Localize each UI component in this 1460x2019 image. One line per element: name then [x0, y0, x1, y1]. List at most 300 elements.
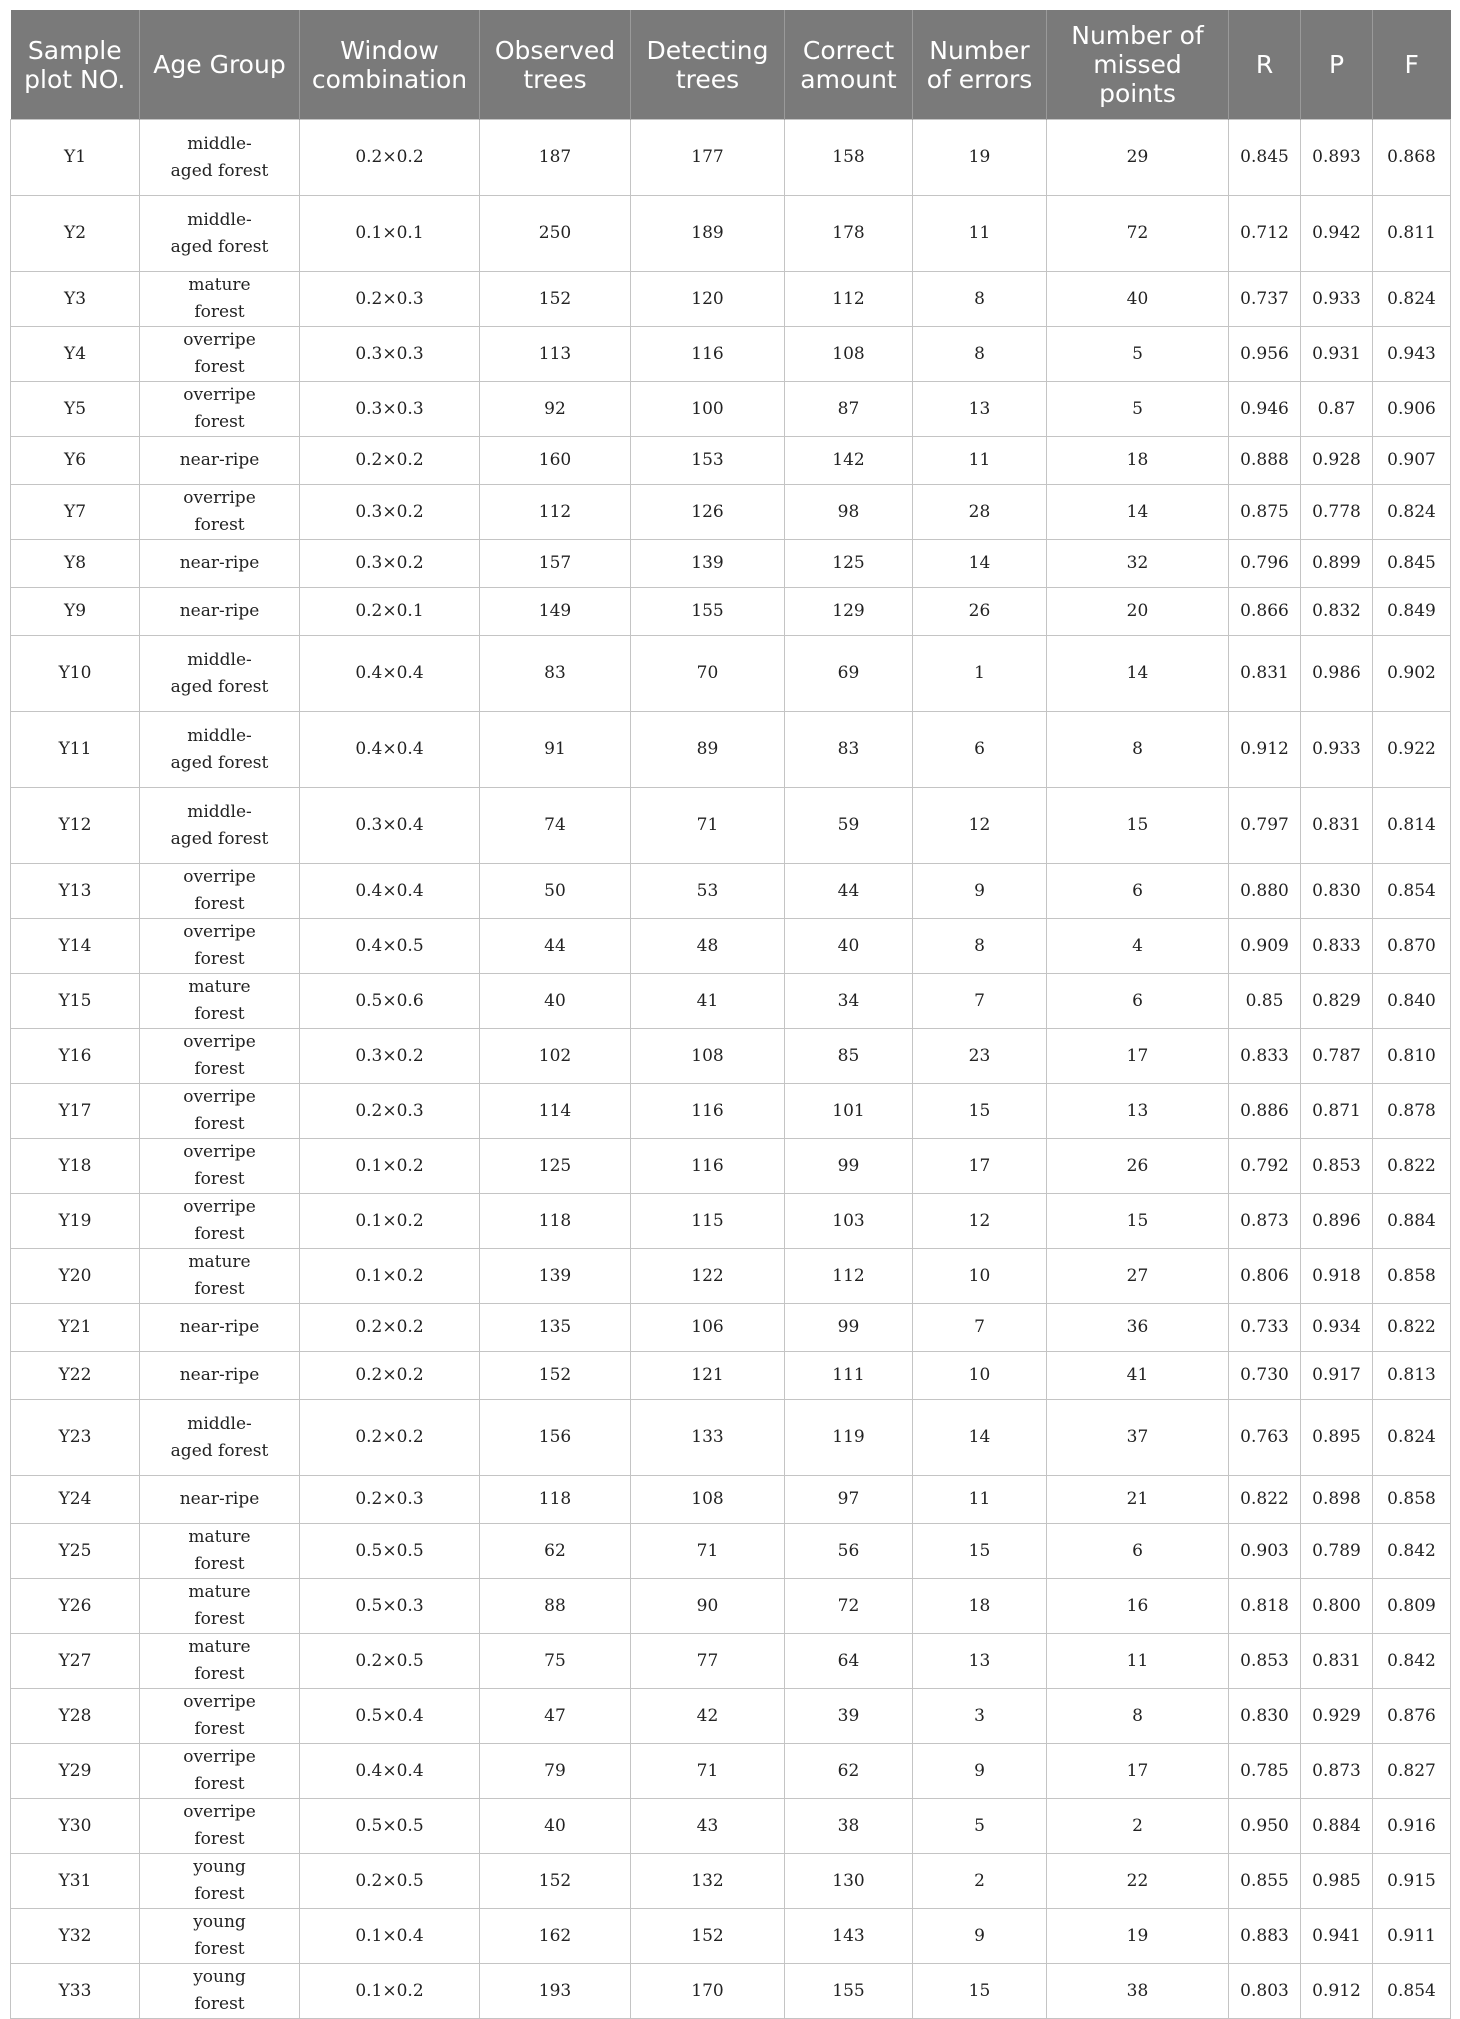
cell-errors: 10	[913, 1352, 1047, 1400]
cell-f: 0.876	[1373, 1689, 1451, 1744]
cell-plot-no: Y9	[11, 588, 140, 636]
cell-errors: 11	[913, 437, 1047, 485]
cell-observed: 47	[480, 1689, 631, 1744]
cell-age-group	[140, 485, 300, 540]
cell-detecting: 116	[631, 1139, 785, 1194]
cell-errors: 8	[913, 272, 1047, 327]
cell-missed: 32	[1047, 540, 1229, 588]
cell-age-group	[140, 1634, 300, 1689]
cell-errors: 11	[913, 1476, 1047, 1524]
cell-age-group	[140, 1084, 300, 1139]
table-row	[11, 327, 1451, 382]
cell-plot-no: Y4	[11, 327, 140, 382]
cell-plot-no: Y7	[11, 485, 140, 540]
cell-errors: 19	[913, 120, 1047, 196]
cell-errors: 17	[913, 1139, 1047, 1194]
cell-p: 0.934	[1301, 1304, 1373, 1352]
cell-window: 0.2×0.2	[300, 1352, 480, 1400]
cell-errors: 13	[913, 1634, 1047, 1689]
cell-correct: 108	[785, 327, 913, 382]
header-number-of-errors: Number of errors	[913, 10, 1047, 120]
age-group-label: middle-aged forest	[170, 209, 269, 257]
header-row	[11, 10, 1451, 120]
cell-observed: 125	[480, 1139, 631, 1194]
table-row	[11, 636, 1451, 712]
header-r: R	[1229, 10, 1301, 120]
cell-observed: 40	[480, 1799, 631, 1854]
cell-errors: 10	[913, 1249, 1047, 1304]
cell-p: 0.912	[1301, 1964, 1373, 2019]
cell-detecting: 106	[631, 1304, 785, 1352]
cell-plot-no: Y26	[11, 1579, 140, 1634]
table-row	[11, 1139, 1451, 1194]
cell-observed: 187	[480, 120, 631, 196]
cell-age-group	[140, 788, 300, 864]
table-row	[11, 1084, 1451, 1139]
cell-plot-no: Y3	[11, 272, 140, 327]
cell-r: 0.763	[1229, 1400, 1301, 1476]
cell-missed: 38	[1047, 1964, 1229, 2019]
cell-f: 0.858	[1373, 1476, 1451, 1524]
cell-p: 0.873	[1301, 1744, 1373, 1799]
cell-observed: 162	[480, 1909, 631, 1964]
cell-window: 0.1×0.2	[300, 1249, 480, 1304]
cell-f: 0.813	[1373, 1352, 1451, 1400]
cell-r: 0.833	[1229, 1029, 1301, 1084]
age-group-label: overripe forest	[183, 1747, 256, 1794]
age-group-label: overripe forest	[183, 1142, 256, 1189]
cell-missed: 6	[1047, 864, 1229, 919]
cell-observed: 139	[480, 1249, 631, 1304]
table-row	[11, 588, 1451, 636]
cell-f: 0.827	[1373, 1744, 1451, 1799]
cell-correct: 62	[785, 1744, 913, 1799]
age-group-label: overripe forest	[183, 1802, 256, 1849]
cell-p: 0.928	[1301, 437, 1373, 485]
cell-missed: 16	[1047, 1579, 1229, 1634]
cell-r: 0.785	[1229, 1744, 1301, 1799]
cell-window: 0.3×0.2	[300, 1029, 480, 1084]
cell-detecting: 48	[631, 919, 785, 974]
cell-plot-no: Y10	[11, 636, 140, 712]
table-row	[11, 1194, 1451, 1249]
cell-r: 0.873	[1229, 1194, 1301, 1249]
table-row	[11, 1909, 1451, 1964]
cell-detecting: 132	[631, 1854, 785, 1909]
age-group-label: near-ripe	[179, 1317, 260, 1337]
age-group-label: near-ripe	[179, 601, 260, 621]
cell-observed: 75	[480, 1634, 631, 1689]
cell-errors: 9	[913, 864, 1047, 919]
age-group-label: middle-aged forest	[170, 801, 269, 849]
cell-r: 0.712	[1229, 196, 1301, 272]
cell-missed: 13	[1047, 1084, 1229, 1139]
cell-r: 0.830	[1229, 1689, 1301, 1744]
cell-detecting: 115	[631, 1194, 785, 1249]
cell-window: 0.2×0.2	[300, 437, 480, 485]
cell-errors: 15	[913, 1084, 1047, 1139]
cell-detecting: 108	[631, 1476, 785, 1524]
cell-age-group	[140, 437, 300, 485]
header-missed-points: Number of missed points	[1047, 10, 1229, 120]
cell-observed: 152	[480, 1352, 631, 1400]
cell-window: 0.1×0.2	[300, 1194, 480, 1249]
cell-f: 0.907	[1373, 437, 1451, 485]
table-row	[11, 1964, 1451, 2019]
cell-missed: 29	[1047, 120, 1229, 196]
cell-plot-no: Y19	[11, 1194, 140, 1249]
cell-detecting: 189	[631, 196, 785, 272]
cell-correct: 178	[785, 196, 913, 272]
cell-plot-no: Y29	[11, 1744, 140, 1799]
cell-r: 0.733	[1229, 1304, 1301, 1352]
cell-age-group	[140, 1249, 300, 1304]
cell-window: 0.4×0.4	[300, 1744, 480, 1799]
cell-detecting: 122	[631, 1249, 785, 1304]
cell-correct: 143	[785, 1909, 913, 1964]
cell-age-group	[140, 919, 300, 974]
cell-detecting: 53	[631, 864, 785, 919]
cell-age-group	[140, 636, 300, 712]
cell-age-group	[140, 1352, 300, 1400]
cell-f: 0.849	[1373, 588, 1451, 636]
cell-errors: 13	[913, 382, 1047, 437]
table-row	[11, 437, 1451, 485]
age-group-label: overripe forest	[183, 867, 256, 914]
cell-plot-no: Y6	[11, 437, 140, 485]
cell-observed: 102	[480, 1029, 631, 1084]
cell-window: 0.3×0.2	[300, 485, 480, 540]
cell-missed: 2	[1047, 1799, 1229, 1854]
cell-r: 0.946	[1229, 382, 1301, 437]
table-row	[11, 974, 1451, 1029]
cell-r: 0.792	[1229, 1139, 1301, 1194]
cell-r: 0.831	[1229, 636, 1301, 712]
cell-correct: 40	[785, 919, 913, 974]
cell-missed: 26	[1047, 1139, 1229, 1194]
cell-missed: 6	[1047, 974, 1229, 1029]
cell-detecting: 116	[631, 327, 785, 382]
cell-detecting: 100	[631, 382, 785, 437]
cell-plot-no: Y1	[11, 120, 140, 196]
cell-correct: 98	[785, 485, 913, 540]
cell-r: 0.903	[1229, 1524, 1301, 1579]
cell-observed: 193	[480, 1964, 631, 2019]
cell-errors: 28	[913, 485, 1047, 540]
header-age-group: Age Group	[140, 10, 300, 120]
cell-correct: 112	[785, 1249, 913, 1304]
cell-detecting: 90	[631, 1579, 785, 1634]
cell-f: 0.810	[1373, 1029, 1451, 1084]
cell-window: 0.3×0.3	[300, 382, 480, 437]
cell-f: 0.811	[1373, 196, 1451, 272]
cell-p: 0.899	[1301, 540, 1373, 588]
table-row	[11, 196, 1451, 272]
cell-window: 0.2×0.2	[300, 1304, 480, 1352]
cell-plot-no: Y30	[11, 1799, 140, 1854]
cell-age-group	[140, 712, 300, 788]
cell-f: 0.842	[1373, 1524, 1451, 1579]
cell-detecting: 89	[631, 712, 785, 788]
cell-plot-no: Y21	[11, 1304, 140, 1352]
cell-p: 0.933	[1301, 272, 1373, 327]
cell-correct: 34	[785, 974, 913, 1029]
cell-missed: 4	[1047, 919, 1229, 974]
age-group-label: near-ripe	[179, 450, 260, 470]
cell-p: 0.789	[1301, 1524, 1373, 1579]
cell-window: 0.1×0.1	[300, 196, 480, 272]
cell-missed: 17	[1047, 1744, 1229, 1799]
cell-missed: 27	[1047, 1249, 1229, 1304]
cell-window: 0.5×0.6	[300, 974, 480, 1029]
cell-plot-no: Y20	[11, 1249, 140, 1304]
cell-correct: 39	[785, 1689, 913, 1744]
cell-detecting: 153	[631, 437, 785, 485]
cell-age-group	[140, 382, 300, 437]
cell-observed: 88	[480, 1579, 631, 1634]
cell-p: 0.831	[1301, 788, 1373, 864]
table-row	[11, 540, 1451, 588]
table-row	[11, 120, 1451, 196]
cell-missed: 40	[1047, 272, 1229, 327]
cell-r: 0.866	[1229, 588, 1301, 636]
cell-p: 0.829	[1301, 974, 1373, 1029]
age-group-label: near-ripe	[179, 1489, 260, 1509]
cell-p: 0.898	[1301, 1476, 1373, 1524]
cell-plot-no: Y13	[11, 864, 140, 919]
cell-window: 0.2×0.1	[300, 588, 480, 636]
cell-errors: 7	[913, 1304, 1047, 1352]
cell-f: 0.922	[1373, 712, 1451, 788]
cell-r: 0.883	[1229, 1909, 1301, 1964]
age-group-label: middle-aged forest	[170, 1413, 269, 1461]
cell-r: 0.875	[1229, 485, 1301, 540]
cell-plot-no: Y5	[11, 382, 140, 437]
cell-age-group	[140, 1400, 300, 1476]
age-group-label: young forest	[193, 1857, 246, 1904]
cell-window: 0.5×0.5	[300, 1524, 480, 1579]
cell-missed: 18	[1047, 437, 1229, 485]
cell-correct: 87	[785, 382, 913, 437]
age-group-label: near-ripe	[179, 553, 260, 573]
cell-p: 0.830	[1301, 864, 1373, 919]
cell-f: 0.915	[1373, 1854, 1451, 1909]
cell-p: 0.787	[1301, 1029, 1373, 1084]
age-group-label: young forest	[193, 1912, 246, 1959]
cell-observed: 156	[480, 1400, 631, 1476]
cell-f: 0.822	[1373, 1139, 1451, 1194]
cell-correct: 97	[785, 1476, 913, 1524]
cell-f: 0.858	[1373, 1249, 1451, 1304]
cell-observed: 118	[480, 1476, 631, 1524]
cell-age-group	[140, 1194, 300, 1249]
cell-correct: 56	[785, 1524, 913, 1579]
table-row	[11, 1799, 1451, 1854]
cell-correct: 142	[785, 437, 913, 485]
cell-observed: 157	[480, 540, 631, 588]
age-group-label: overripe forest	[183, 1197, 256, 1244]
cell-correct: 64	[785, 1634, 913, 1689]
cell-plot-no: Y22	[11, 1352, 140, 1400]
cell-f: 0.824	[1373, 485, 1451, 540]
cell-f: 0.845	[1373, 540, 1451, 588]
cell-errors: 9	[913, 1909, 1047, 1964]
cell-p: 0.871	[1301, 1084, 1373, 1139]
cell-observed: 118	[480, 1194, 631, 1249]
cell-errors: 8	[913, 919, 1047, 974]
cell-correct: 125	[785, 540, 913, 588]
cell-errors: 26	[913, 588, 1047, 636]
results-table	[10, 10, 1451, 2019]
cell-r: 0.886	[1229, 1084, 1301, 1139]
cell-plot-no: Y14	[11, 919, 140, 974]
cell-plot-no: Y18	[11, 1139, 140, 1194]
header-correct-amount: Correct amount	[785, 10, 913, 120]
cell-plot-no: Y2	[11, 196, 140, 272]
cell-r: 0.888	[1229, 437, 1301, 485]
cell-plot-no: Y32	[11, 1909, 140, 1964]
cell-missed: 20	[1047, 588, 1229, 636]
cell-detecting: 116	[631, 1084, 785, 1139]
cell-r: 0.822	[1229, 1476, 1301, 1524]
age-group-label: mature forest	[188, 275, 251, 322]
cell-errors: 11	[913, 196, 1047, 272]
cell-errors: 15	[913, 1524, 1047, 1579]
cell-p: 0.831	[1301, 1634, 1373, 1689]
cell-errors: 14	[913, 540, 1047, 588]
table-row	[11, 919, 1451, 974]
cell-plot-no: Y15	[11, 974, 140, 1029]
cell-correct: 99	[785, 1304, 913, 1352]
cell-f: 0.809	[1373, 1579, 1451, 1634]
cell-window: 0.5×0.3	[300, 1579, 480, 1634]
age-group-label: near-ripe	[179, 1365, 260, 1385]
cell-missed: 6	[1047, 1524, 1229, 1579]
cell-f: 0.916	[1373, 1799, 1451, 1854]
cell-missed: 14	[1047, 636, 1229, 712]
cell-window: 0.4×0.5	[300, 919, 480, 974]
cell-age-group	[140, 327, 300, 382]
cell-r: 0.909	[1229, 919, 1301, 974]
age-group-label: overripe forest	[183, 922, 256, 969]
cell-age-group	[140, 1909, 300, 1964]
cell-correct: 83	[785, 712, 913, 788]
cell-observed: 149	[480, 588, 631, 636]
cell-plot-no: Y24	[11, 1476, 140, 1524]
cell-correct: 129	[785, 588, 913, 636]
cell-p: 0.896	[1301, 1194, 1373, 1249]
cell-correct: 38	[785, 1799, 913, 1854]
cell-window: 0.5×0.4	[300, 1689, 480, 1744]
table-row	[11, 712, 1451, 788]
cell-window: 0.1×0.2	[300, 1964, 480, 2019]
age-group-label: middle-aged forest	[170, 133, 269, 181]
cell-observed: 160	[480, 437, 631, 485]
table-row	[11, 1689, 1451, 1744]
cell-missed: 37	[1047, 1400, 1229, 1476]
cell-detecting: 43	[631, 1799, 785, 1854]
header-sample-plot: Sample plot NO.	[11, 10, 140, 120]
cell-observed: 62	[480, 1524, 631, 1579]
cell-r: 0.85	[1229, 974, 1301, 1029]
cell-plot-no: Y27	[11, 1634, 140, 1689]
cell-observed: 250	[480, 196, 631, 272]
cell-plot-no: Y12	[11, 788, 140, 864]
cell-plot-no: Y28	[11, 1689, 140, 1744]
age-group-label: mature forest	[188, 1252, 251, 1299]
cell-age-group	[140, 1304, 300, 1352]
cell-observed: 114	[480, 1084, 631, 1139]
cell-age-group	[140, 1964, 300, 2019]
cell-window: 0.2×0.3	[300, 272, 480, 327]
table-row	[11, 788, 1451, 864]
cell-age-group	[140, 272, 300, 327]
cell-f: 0.854	[1373, 864, 1451, 919]
cell-errors: 18	[913, 1579, 1047, 1634]
cell-missed: 14	[1047, 485, 1229, 540]
cell-observed: 79	[480, 1744, 631, 1799]
cell-missed: 22	[1047, 1854, 1229, 1909]
cell-detecting: 77	[631, 1634, 785, 1689]
cell-detecting: 71	[631, 1524, 785, 1579]
cell-observed: 44	[480, 919, 631, 974]
cell-p: 0.884	[1301, 1799, 1373, 1854]
cell-detecting: 139	[631, 540, 785, 588]
cell-detecting: 152	[631, 1909, 785, 1964]
cell-detecting: 108	[631, 1029, 785, 1084]
cell-plot-no: Y11	[11, 712, 140, 788]
table-row	[11, 1304, 1451, 1352]
cell-errors: 12	[913, 788, 1047, 864]
cell-window: 0.2×0.5	[300, 1854, 480, 1909]
cell-p: 0.931	[1301, 327, 1373, 382]
cell-correct: 112	[785, 272, 913, 327]
table-row	[11, 1352, 1451, 1400]
cell-plot-no: Y8	[11, 540, 140, 588]
cell-correct: 158	[785, 120, 913, 196]
cell-plot-no: Y31	[11, 1854, 140, 1909]
cell-age-group	[140, 1029, 300, 1084]
cell-observed: 74	[480, 788, 631, 864]
cell-window: 0.1×0.2	[300, 1139, 480, 1194]
cell-r: 0.730	[1229, 1352, 1301, 1400]
header-f: F	[1373, 10, 1451, 120]
cell-f: 0.824	[1373, 1400, 1451, 1476]
cell-observed: 83	[480, 636, 631, 712]
age-group-label: mature forest	[188, 1527, 251, 1574]
cell-r: 0.855	[1229, 1854, 1301, 1909]
cell-window: 0.4×0.4	[300, 712, 480, 788]
cell-f: 0.868	[1373, 120, 1451, 196]
cell-errors: 9	[913, 1744, 1047, 1799]
cell-plot-no: Y33	[11, 1964, 140, 2019]
cell-window: 0.3×0.3	[300, 327, 480, 382]
cell-age-group	[140, 1799, 300, 1854]
cell-detecting: 41	[631, 974, 785, 1029]
cell-correct: 130	[785, 1854, 913, 1909]
cell-correct: 44	[785, 864, 913, 919]
cell-missed: 5	[1047, 327, 1229, 382]
cell-f: 0.824	[1373, 272, 1451, 327]
cell-age-group	[140, 540, 300, 588]
cell-correct: 59	[785, 788, 913, 864]
cell-plot-no: Y23	[11, 1400, 140, 1476]
cell-f: 0.878	[1373, 1084, 1451, 1139]
cell-age-group	[140, 1139, 300, 1194]
cell-window: 0.2×0.3	[300, 1084, 480, 1139]
cell-window: 0.4×0.4	[300, 864, 480, 919]
cell-detecting: 71	[631, 788, 785, 864]
